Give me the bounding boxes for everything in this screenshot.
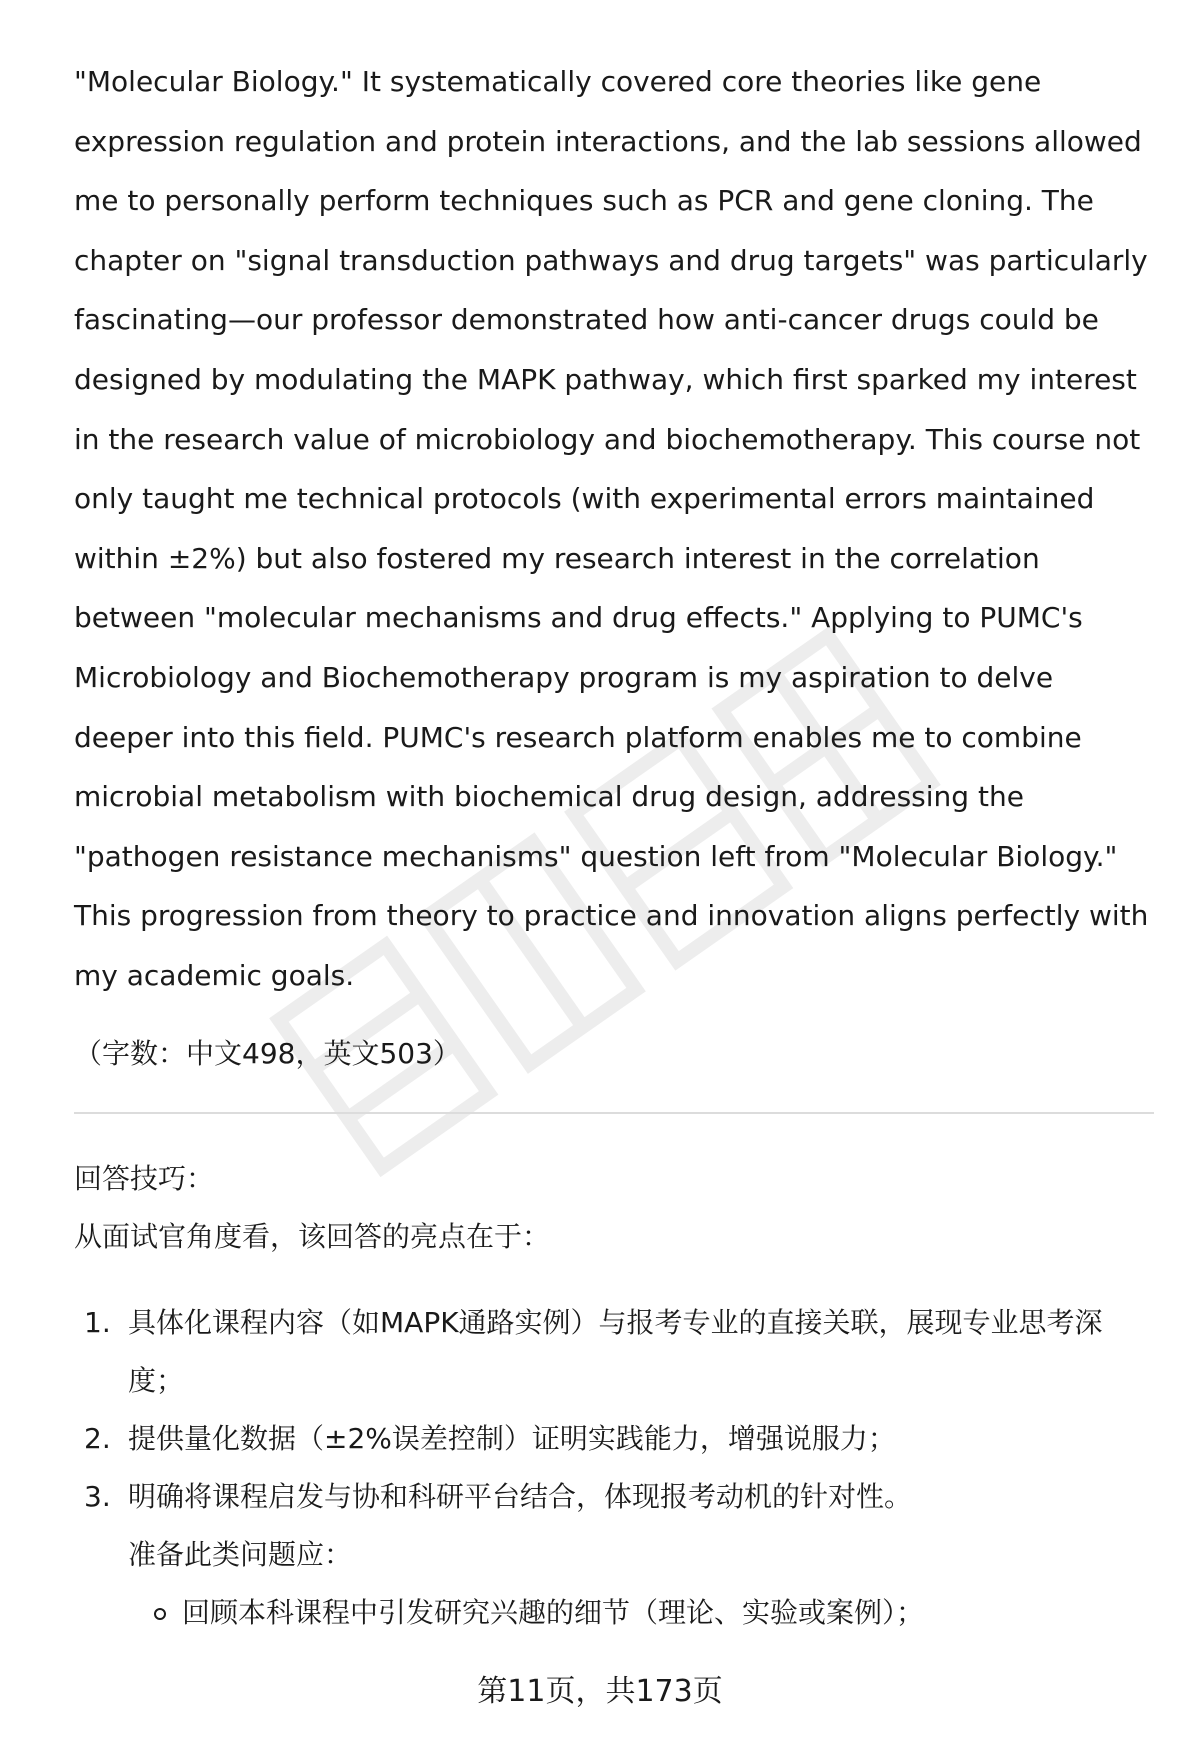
- list-item: [74, 1294, 1154, 1410]
- word-count: （字数：中文498，英文503）: [74, 1036, 461, 1070]
- highlights-list: [74, 1294, 1154, 1526]
- prep-bullet-list: [74, 1584, 1154, 1642]
- document-page: [74, 52, 1154, 1642]
- list-item-text: 具体化课程内容（如MAPK通路实例）与报考专业的直接关联，展现专业思考深度；: [128, 1305, 1103, 1397]
- list-item: [74, 1468, 1154, 1526]
- prep-heading: 准备此类问题应：: [128, 1537, 353, 1571]
- list-item: [74, 1410, 1154, 1468]
- tips-intro: 从面试官角度看，该回答的亮点在于：: [74, 1219, 551, 1253]
- essay-paragraph: "Molecular Biology." It systematically covered core theories like gene expression regulation and protein interactions, and the lab sessions allowed me to personally perform techniques such as PCR and gene cloning. The chapter on "signal transduction pathways and drug targets" was particularly fascinating—our professor demonstrated how anti-cancer drugs could be designed by modulating the MAPK pathway, which first sparked my interest in the research value of microbiology and biochemotherapy. This course not only taught me technical protocols (with experimental errors maintained within ±2%) but also fostered my research interest in the correlation between "molecular mechanisms and drug effects." Applying to PUMC's Microbiology and Biochemotherapy program is my aspiration to delve deeper into this field. PUMC's research platform enables me to combine microbial metabolism with biochemical drug design, addressing the "pathogen resistance mechanisms" question left from "Molecular Biology." This progression from theory to practice and innovation aligns perfectly with my academic goals.: [74, 65, 1149, 992]
- list-item-text: 明确将课程启发与协和科研平台结合，体现报考动机的针对性。: [128, 1479, 913, 1513]
- list-number: 1.: [84, 1305, 111, 1339]
- list-number: 3.: [84, 1479, 111, 1513]
- list-item-text: 提供量化数据（±2%误差控制）证明实践能力，增强说服力；: [128, 1421, 896, 1455]
- hollow-bullet-icon: [154, 1608, 166, 1620]
- tips-heading: 回答技巧：: [74, 1161, 215, 1195]
- bullet-item-text: 回顾本科课程中引发研究兴趣的细节（理论、实验或案例）；: [182, 1595, 925, 1629]
- section-divider: [74, 1112, 1154, 1114]
- page-number-footer: 第11页，共173页: [477, 1674, 723, 1709]
- bullet-item: [74, 1584, 1154, 1642]
- list-number: 2.: [84, 1421, 111, 1455]
